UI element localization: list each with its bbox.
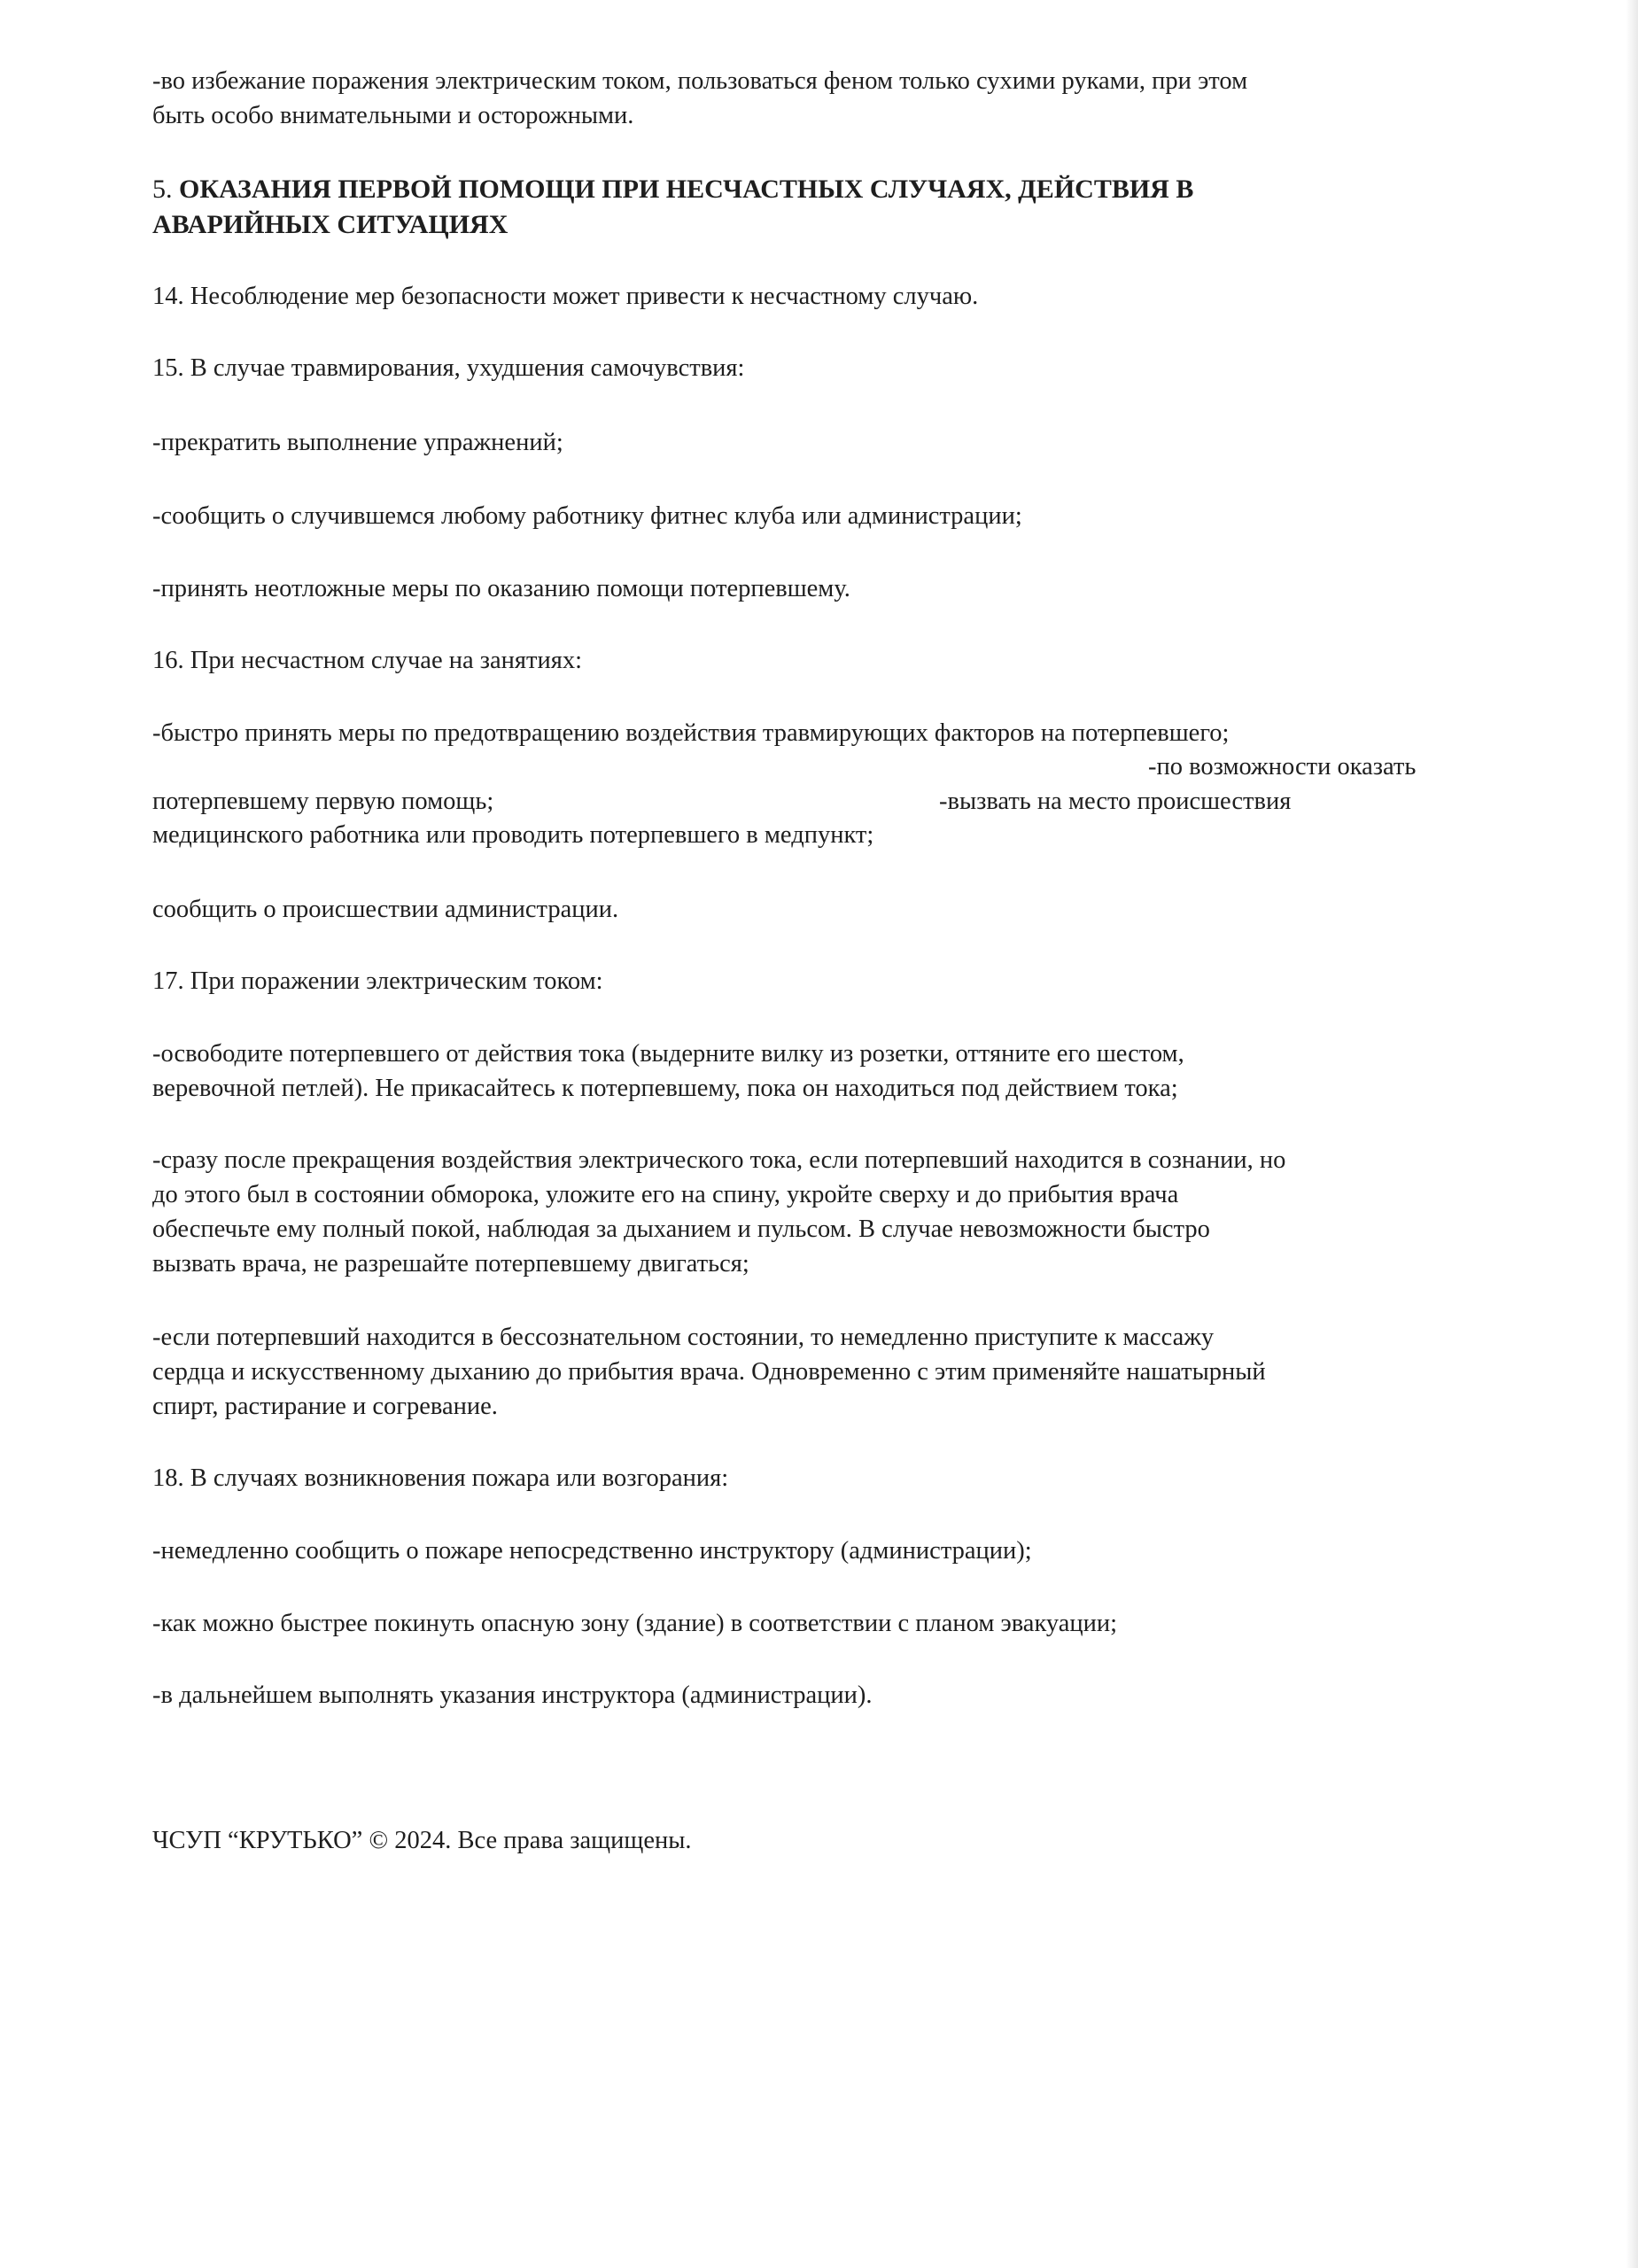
paragraph-17-item-3-line-3: спирт, растирание и согревание.: [152, 1393, 498, 1420]
paragraph-16-item-1: -быстро принять меры по предотвращению воздействия травмирующих факторов на потерпевшего;: [152, 719, 1230, 747]
section-title-line-1: ОКАЗАНИЯ ПЕРВОЙ ПОМОЩИ ПРИ НЕСЧАСТНЫХ СЛУЧАЯХ, ДЕЙСТВИЯ В: [179, 175, 1194, 204]
paragraph-16-item-3-end: медицинского работника или проводить потерпевшего в медпункт;: [152, 821, 874, 849]
paragraph-15-item-2: -сообщить о случившемся любому работнику фитнес клуба или администрации;: [152, 502, 1022, 530]
footer-copyright: ЧСУП “КРУТЬКО” © 2024. Все права защищены.: [152, 1827, 692, 1854]
paragraph-16: 16. При несчастном случае на занятиях:: [152, 647, 583, 674]
intro-line-2: быть особо внимательными и осторожными.: [152, 102, 634, 129]
paragraph-17-item-1-line-1: -освободите потерпевшего от действия тока (выдерните вилку из розетки, оттяните его шестом,: [152, 1040, 1184, 1068]
paragraph-15-item-3: -принять неотложные меры по оказанию помощи потерпевшему.: [152, 575, 850, 602]
paragraph-17-item-1-line-2: веревочной петлей). Не прикасайтесь к потерпевшему, пока он находиться под действием тока;: [152, 1075, 1178, 1102]
scan-edge-shadow: [1626, 0, 1638, 2268]
paragraph-15: 15. В случае травмирования, ухудшения самочувствия:: [152, 354, 745, 382]
section-heading: [152, 172, 1193, 243]
paragraph-17-item-3-line-1: -если потерпевший находится в бессознательном состоянии, то немедленно приступите к массажу: [152, 1324, 1215, 1351]
paragraph-16-item-2-start: -по возможности оказать: [1148, 753, 1417, 781]
paragraph-16-item-2-end: потерпевшему первую помощь;: [152, 788, 494, 815]
paragraph-15-item-1: -прекратить выполнение упражнений;: [152, 429, 563, 456]
intro-line-1: -во избежание поражения электрическим током, пользоваться феном только сухими руками, при этом: [152, 67, 1248, 95]
paragraph-17-item-3-line-2: сердца и искусственному дыханию до прибытия врача. Одновременно с этим применяйте нашатырный: [152, 1358, 1266, 1386]
section-number: 5.: [152, 175, 179, 204]
paragraph-18-item-1: -немедленно сообщить о пожаре непосредственно инструктору (администрации);: [152, 1537, 1032, 1565]
paragraph-17-item-2-line-2: до этого был в состоянии обморока, уложите его на спину, укройте сверху и до прибытия врача: [152, 1181, 1179, 1208]
paragraph-18-item-2: -как можно быстрее покинуть опасную зону (здание) в соответствии с планом эвакуации;: [152, 1610, 1118, 1637]
paragraph-17-item-2-line-1: -сразу после прекращения воздействия электрического тока, если потерпевший находится в сознании, но: [152, 1146, 1286, 1174]
paragraph-17-item-2-line-4: вызвать врача, не разрешайте потерпевшему двигаться;: [152, 1250, 749, 1278]
paragraph-16-item-3-start: -вызвать на место происшествия: [939, 788, 1292, 815]
paragraph-16-item-4: сообщить о происшествии администрации.: [152, 896, 619, 923]
section-title-line-2: АВАРИЙНЫХ СИТУАЦИЯХ: [152, 210, 508, 239]
paragraph-14: 14. Несоблюдение мер безопасности может привести к несчастному случаю.: [152, 283, 979, 310]
paragraph-17-item-2-line-3: обеспечьте ему полный покой, наблюдая за дыханием и пульсом. В случае невозможности быстро: [152, 1216, 1210, 1243]
section-heading-line-1: [152, 172, 1193, 207]
paragraph-18: 18. В случаях возникновения пожара или возгорания:: [152, 1464, 729, 1492]
paragraph-18-item-3: -в дальнейшем выполнять указания инструктора (администрации).: [152, 1682, 873, 1709]
paragraph-17: 17. При поражении электрическим током:: [152, 967, 603, 995]
